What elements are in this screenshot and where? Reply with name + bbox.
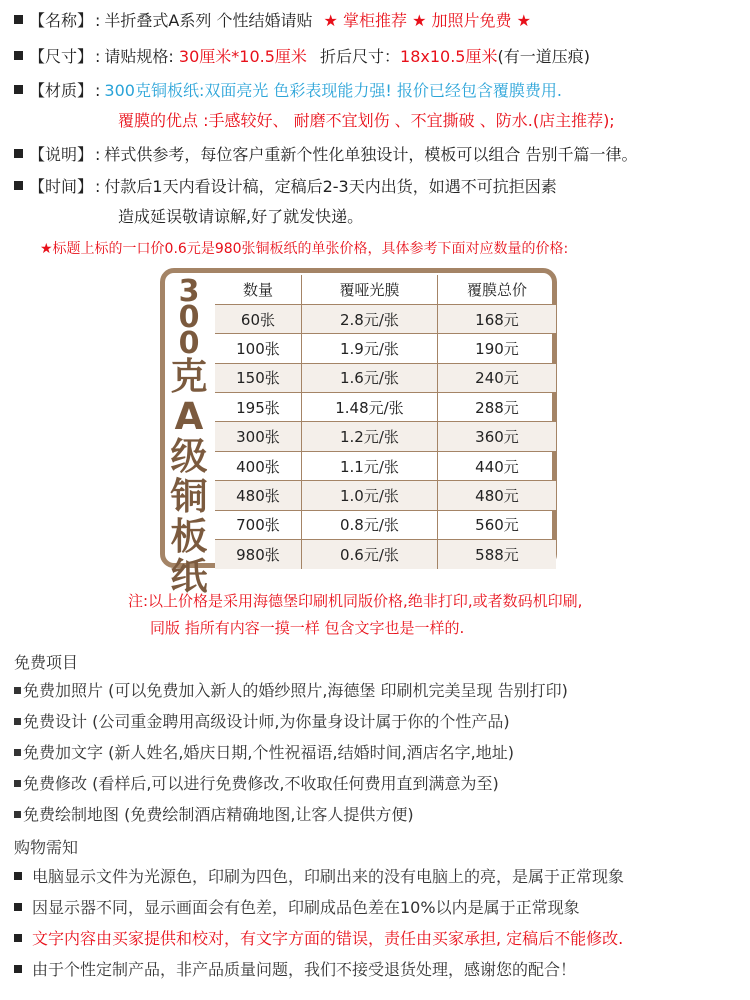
- square-bullet-icon: [14, 149, 23, 158]
- cell-quantity: 100张: [215, 334, 301, 363]
- spec-time-row: 【时间】 : 付款后1天内看设计稿，定稿后2-3天内出货，如遇不可抗拒因素: [14, 176, 557, 198]
- vertical-paper-title: [169, 274, 209, 598]
- square-bullet-icon: [14, 51, 23, 60]
- free-item-text: 免费修改 (看样后,可以进行免费修改,不收取任何费用直到满意为至): [23, 774, 499, 793]
- cell-total: 588元: [437, 540, 556, 569]
- vertical-title-char: 0: [178, 326, 200, 361]
- free-item-text: 免费加照片 (可以免费加入新人的婚纱照片,海德堡 印刷机完美呈现 告别打印): [23, 681, 568, 700]
- shopping-note: [8, 897, 580, 919]
- cell-unit-price: 1.9元/张: [301, 334, 437, 363]
- spec-size-value: 30厘米*10.5厘米: [178, 47, 307, 66]
- cell-total: 440元: [437, 451, 556, 480]
- free-item-text: 免费设计 (公司重金聘用高级设计师,为你量身设计属于你的个性产品): [23, 712, 510, 731]
- square-bullet-icon: [14, 687, 21, 694]
- table-row: [215, 481, 556, 510]
- spec-time-value: 付款后1天内看设计稿，定稿后2-3天内出货，如遇不可抗拒因素: [104, 177, 557, 196]
- column-header-total: 覆膜总价: [437, 275, 556, 304]
- cell-quantity: 195张: [215, 393, 301, 422]
- vertical-title-char: 板: [170, 515, 208, 558]
- cell-unit-price: 1.2元/张: [301, 422, 437, 451]
- spec-fold-label: 折后尺寸：: [320, 47, 401, 66]
- cell-quantity: 480张: [215, 481, 301, 510]
- shopping-note-text: 由于个性定制产品，非产品质量问题，我们不接受退货处理，感谢您的配合！: [32, 960, 577, 979]
- cell-total: 288元: [437, 393, 556, 422]
- free-section-title: 免费项目: [14, 653, 79, 672]
- cell-quantity: 700张: [215, 510, 301, 539]
- table-row: [215, 451, 556, 480]
- vertical-title-char: 0: [178, 300, 200, 335]
- cell-total: 360元: [437, 422, 556, 451]
- square-bullet-icon: [14, 780, 21, 787]
- cell-total: 560元: [437, 510, 556, 539]
- free-item-text: 免费绘制地图 (免费绘制酒店精确地图,让客人提供方便): [23, 805, 414, 824]
- free-item: [14, 742, 514, 764]
- table-row: [215, 304, 556, 333]
- print-note-line2: 同版 指所有内容一摸一样 包含文字也是一样的.: [150, 619, 465, 637]
- cell-unit-price: 2.8元/张: [301, 304, 437, 333]
- table-row: [215, 510, 556, 539]
- table-header-row: [215, 275, 556, 304]
- print-note-line1: 注:以上价格是采用海德堡印刷机同版价格,绝非打印,或者数码机印刷,: [128, 592, 583, 610]
- square-bullet-icon: [14, 903, 22, 911]
- square-bullet-icon: [14, 811, 21, 818]
- spec-material-row: 【材质】 : 300克铜板纸:双面亮光 色彩表现能力强! 报价已经包含覆膜费用.: [14, 80, 562, 102]
- square-bullet-icon: [14, 749, 21, 756]
- spec-label: 【时间】: [29, 177, 94, 196]
- cell-total: 480元: [437, 481, 556, 510]
- shopping-section-title: 购物需知: [14, 838, 79, 857]
- cell-total: 240元: [437, 363, 556, 392]
- table-row: [215, 540, 556, 569]
- square-bullet-icon: [14, 718, 21, 725]
- cell-unit-price: 0.6元/张: [301, 540, 437, 569]
- vertical-title-char: 级: [170, 435, 208, 478]
- vertical-title-char: 克: [170, 355, 208, 398]
- spec-size-row: 【尺寸】 : 请贴规格: 30厘米*10.5厘米 折后尺寸：18x10.5厘米(有一道压痕): [14, 46, 590, 68]
- spec-fold-suffix: (有一道压痕): [497, 47, 590, 66]
- spec-prefix: 请贴规格:: [104, 47, 174, 66]
- price-grid: [215, 275, 556, 569]
- cell-quantity: 980张: [215, 540, 301, 569]
- vertical-title-char: 3: [178, 274, 200, 309]
- cell-total: 190元: [437, 334, 556, 363]
- spec-highlight: ★ 掌柜推荐 ★ 加照片免费 ★: [323, 11, 531, 30]
- square-bullet-icon: [14, 181, 23, 190]
- vertical-title-char: 铜: [170, 475, 208, 518]
- cell-quantity: 300张: [215, 422, 301, 451]
- square-bullet-icon: [14, 15, 23, 24]
- spec-label: 【材质】: [29, 81, 94, 100]
- cell-unit-price: 1.0元/张: [301, 481, 437, 510]
- shopping-note-text: 电脑显示文件为光源色，印刷为四色，印刷出来的没有电脑上的亮，是属于正常现象: [32, 867, 625, 886]
- free-item: [14, 773, 499, 795]
- free-item: [14, 680, 568, 702]
- shopping-note-text: 文字内容由买家提供和校对，有文字方面的错误，责任由买家承担, 定稿后不能修改.: [32, 929, 624, 948]
- spec-desc-value: 样式供参考，每位客户重新个性化单独设计，模板可以组合 告别千篇一律。: [104, 145, 638, 164]
- spec-label: 【说明】: [29, 145, 94, 164]
- cell-unit-price: 0.8元/张: [301, 510, 437, 539]
- cell-quantity: 400张: [215, 451, 301, 480]
- square-bullet-icon: [14, 85, 23, 94]
- price-table-box: [160, 268, 557, 598]
- shopping-note: [8, 959, 576, 981]
- column-header-quantity: 数量: [215, 275, 301, 304]
- shopping-note: [8, 928, 623, 950]
- square-bullet-icon: [14, 934, 22, 942]
- spec-material-advantages: 覆膜的优点 :手感较好、 耐磨不宜划伤 、不宜撕破 、防水.(店主推荐);: [118, 111, 615, 130]
- vertical-title-char: 纸: [170, 555, 208, 598]
- free-item: [14, 804, 414, 826]
- spec-time-continued: 造成延误敬请谅解,好了就发快递。: [118, 207, 364, 226]
- cell-unit-price: 1.48元/张: [301, 393, 437, 422]
- shopping-note-text: 因显示器不同，显示画面会有色差，印刷成品色差在10%以内是属于正常现象: [32, 898, 580, 917]
- vertical-title-char: A: [174, 395, 204, 438]
- table-row: [215, 334, 556, 363]
- cell-quantity: 60张: [215, 304, 301, 333]
- spec-desc-row: 【说明】 : 样式供参考，每位客户重新个性化单独设计，模板可以组合 告别千篇一律。: [14, 144, 638, 166]
- spec-label: 【尺寸】: [29, 47, 94, 66]
- price-notice: ★标题上标的一口价0.6元是980张铜板纸的单张价格，具体参考下面对应数量的价格:: [40, 241, 569, 257]
- spec-material-value: 300克铜板纸:双面亮光 色彩表现能力强! 报价已经包含覆膜费用.: [104, 81, 563, 100]
- free-item: [14, 711, 510, 733]
- cell-unit-price: 1.6元/张: [301, 363, 437, 392]
- shopping-note: [8, 866, 624, 888]
- cell-quantity: 150张: [215, 363, 301, 392]
- spec-value: 半折叠式A系列 个性结婚请贴: [104, 11, 313, 30]
- table-row: [215, 363, 556, 392]
- spec-fold-value: 18x10.5厘米: [400, 47, 498, 66]
- square-bullet-icon: [14, 872, 22, 880]
- square-bullet-icon: [14, 965, 22, 973]
- spec-name-row: 【名称】 : 半折叠式A系列 个性结婚请贴 ★ 掌柜推荐 ★ 加照片免费 ★: [14, 10, 531, 32]
- cell-unit-price: 1.1元/张: [301, 451, 437, 480]
- free-item-text: 免费加文字 (新人姓名,婚庆日期,个性祝福语,结婚时间,酒店名字,地址): [23, 743, 515, 762]
- column-header-unit-price: 覆哑光膜: [301, 275, 437, 304]
- cell-total: 168元: [437, 304, 556, 333]
- table-row: [215, 393, 556, 422]
- table-row: [215, 422, 556, 451]
- spec-label: 【名称】: [29, 11, 94, 30]
